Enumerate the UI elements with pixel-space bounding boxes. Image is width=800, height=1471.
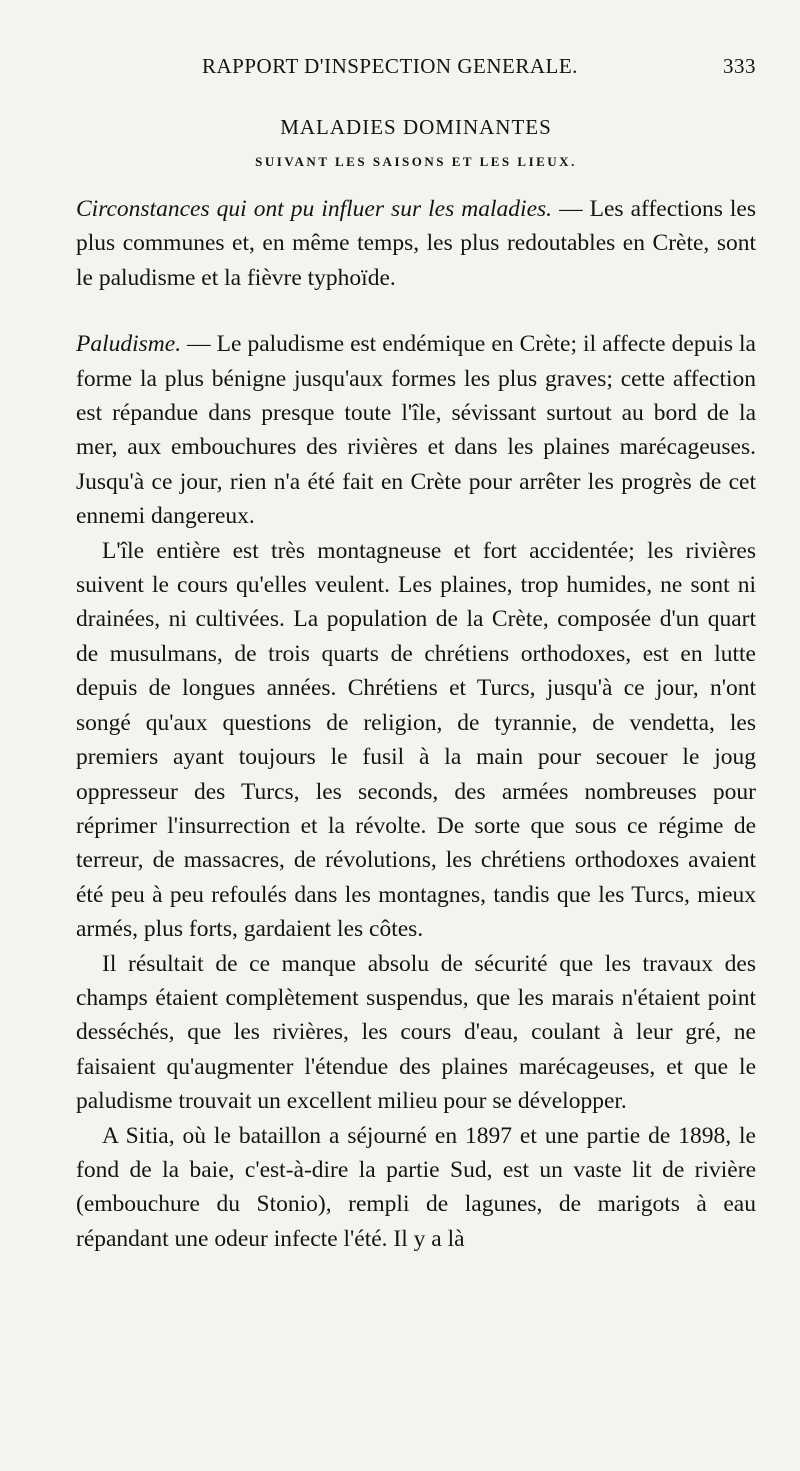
paragraph-paludisme xyxy=(76,327,756,533)
paragraph-securite: Il résultait de ce manque absolu de sécurité que les travaux des champs étaient complètement suspendus, que les marais n'étaient point desséchés, que les rivières, les cours d'eau, coulant à leur gré, ne faisaient qu'augmenter l'étendue des plaines marécageuses, et que le paludisme trouvait un excellent milieu pour se développer. xyxy=(76,950,756,1115)
body-text xyxy=(76,192,756,1256)
document-page xyxy=(76,40,756,1256)
section-subtitle: SUIVANT LES SAISONS ET LES LIEUX. xyxy=(255,154,577,169)
section-title: MALADIES DOMINANTES xyxy=(280,115,552,139)
running-title: RAPPORT D'INSPECTION GENERALE. xyxy=(202,54,578,78)
paragraph-circonstances xyxy=(76,192,756,295)
page-number: 333 xyxy=(723,54,756,78)
paragraph-text: — Le paludisme est endémique en Crète; il affecte depuis la forme la plus bénigne jusqu'aux formes les plus graves; cette affection est répandue dans presque toute l'île, sévissant surtout au bord de la mer, aux embouchures des rivières et dans les plaines marécageuses. Jusqu'à ce jour, rien n'a été fait en Crète pour arrêter les progrès de cet ennemi dangereux. xyxy=(76,331,756,530)
paragraph-sitia: A Sitia, où le bataillon a séjourné en 1897 et une partie de 1898, le fond de la baie, c'est-à-dire la partie Sud, est un vaste lit de rivière (embouchure du Stonio), rempli de lagunes, de marigots à eau répandant une odeur infecte l'été. Il y a là xyxy=(76,1122,756,1252)
running-head xyxy=(76,54,756,79)
paragraph-lead: Circonstances qui ont pu influer sur les maladies. xyxy=(76,196,553,222)
paragraph-ile: L'île entière est très montagneuse et fort accidentée; les rivières suivent le cours qu'elles veulent. Les plaines, trop humides, ne sont ni drainées, ni cultivées. La population de la Crète, composée d'un quart de musulmans, de trois quarts de chrétiens orthodoxes, est en lutte depuis de longues années. Chrétiens et Turcs, jusqu'à ce jour, n'ont songé qu'aux questions de religion, de tyrannie, de vendetta, les premiers ayant toujours le fusil à la main pour secouer le joug oppresseur des Turcs, les seconds, des armées nombreuses pour réprimer l'insurrection et la révolte. De sorte que sous ce régime de terreur, de massacres, de révolutions, les chrétiens orthodoxes avaient été peu à peu refoulés dans les montagnes, tandis que les Turcs, mieux armés, plus forts, gardaient les côtes. xyxy=(76,537,756,943)
paragraph-lead: Paludisme. xyxy=(76,331,182,358)
paragraph-text: — Les affections les plus communes et, en même temps, les plus redoutables en Crète, sont le paludisme et la fièvre typhoïde. xyxy=(76,196,757,291)
